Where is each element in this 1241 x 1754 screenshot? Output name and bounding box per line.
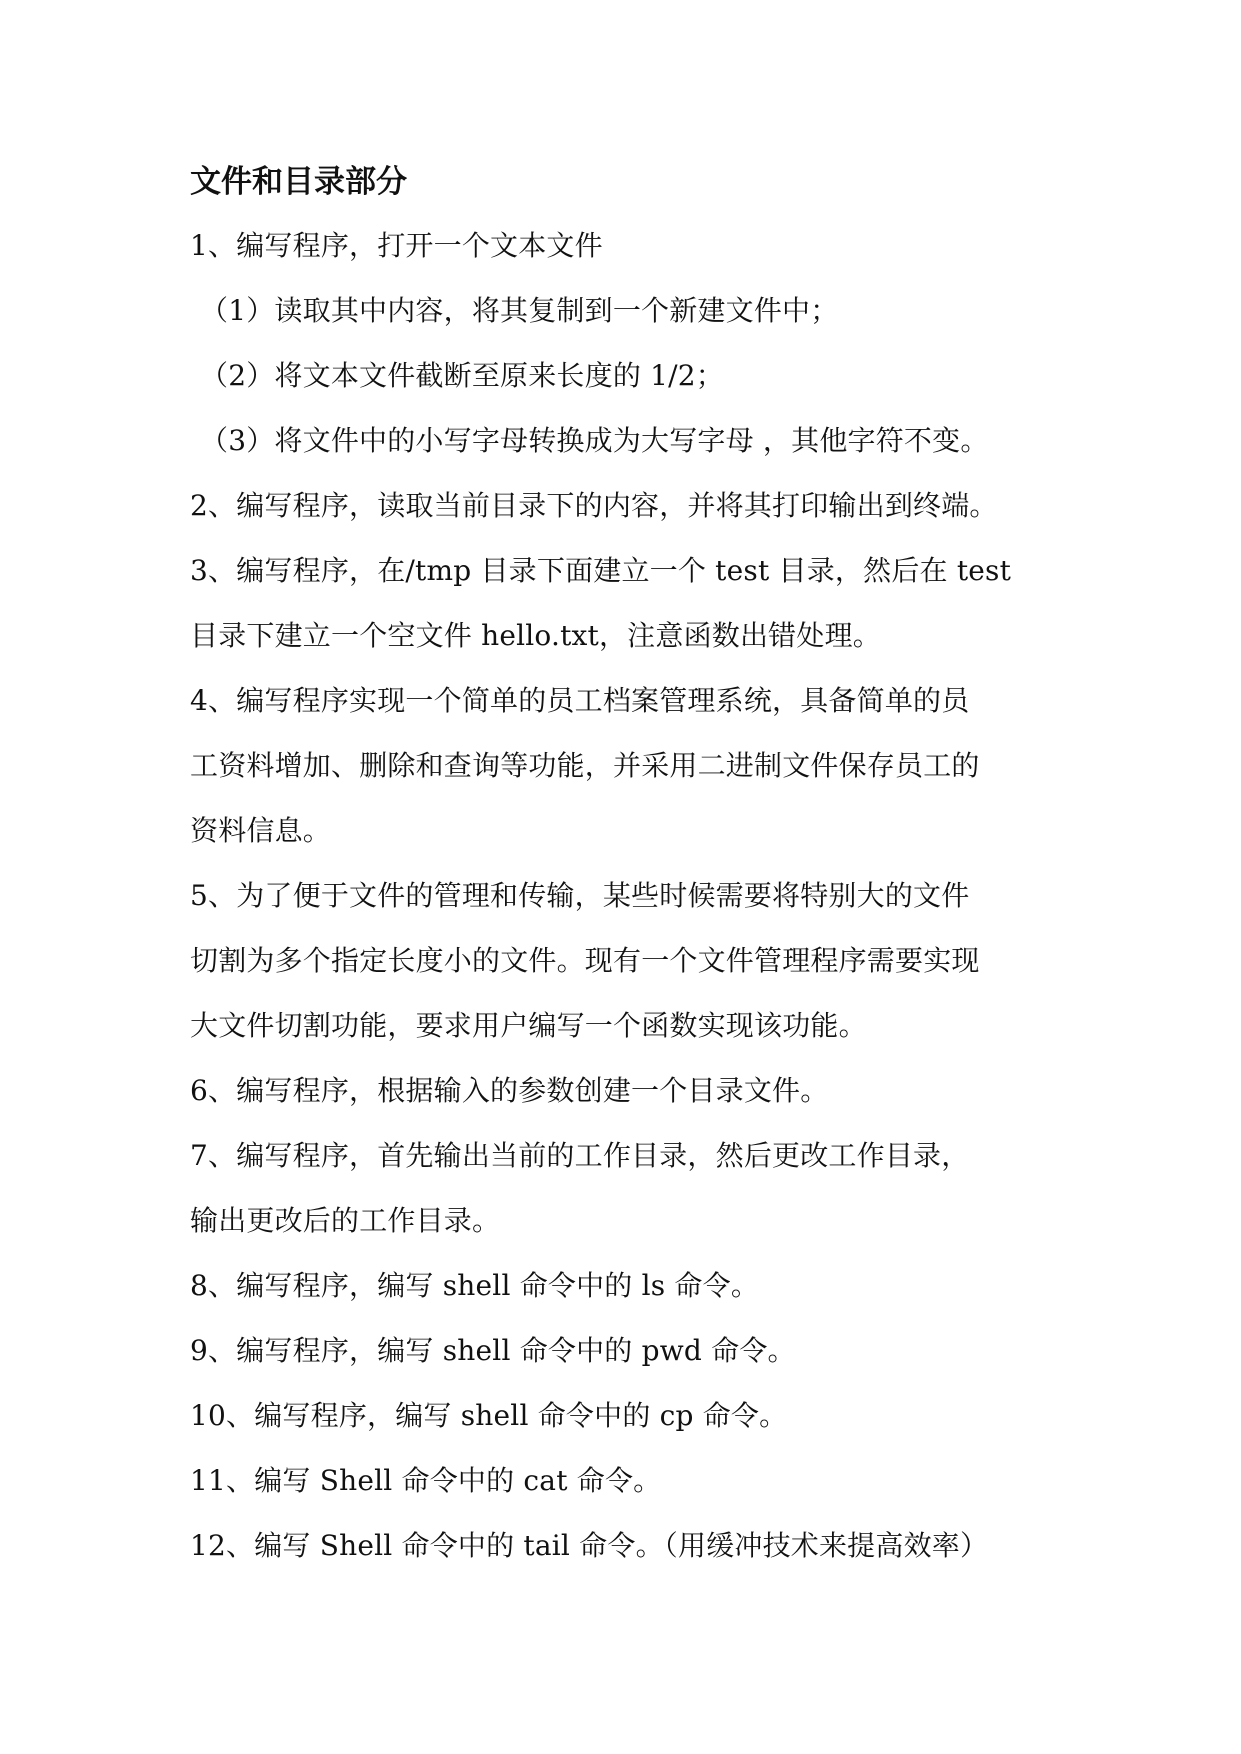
paragraph-line: 3、编写程序，在/tmp 目录下面建立一个 test 目录，然后在 test — [190, 554, 1012, 587]
paragraph-line: 目录下建立一个空文件 hello.txt，注意函数出错处理。 — [190, 619, 881, 652]
document-body — [190, 224, 1070, 1589]
paragraph-line: 7、编写程序，首先输出当前的工作目录，然后更改工作目录， — [190, 1139, 970, 1172]
paragraph-line: 工资料增加、删除和查询等功能，并采用二进制文件保存员工的 — [190, 749, 980, 782]
paragraph-line: 8、编写程序，编写 shell 命令中的 ls 命令。 — [190, 1269, 760, 1302]
document-title: 文件和目录部分 — [190, 164, 407, 200]
paragraph-line: 4、编写程序实现一个简单的员工档案管理系统，具备简单的员 — [190, 684, 970, 717]
paragraph-line: 10、编写程序，编写 shell 命令中的 cp 命令。 — [190, 1399, 788, 1432]
paragraph-line: 输出更改后的工作目录。 — [190, 1204, 501, 1237]
paragraph-line: 9、编写程序，编写 shell 命令中的 pwd 命令。 — [190, 1334, 796, 1367]
paragraph-line: 1、编写程序，打开一个文本文件 — [190, 229, 603, 262]
paragraph-line: （1）读取其中内容，将其复制到一个新建文件中； — [200, 294, 839, 327]
paragraph-line: 11、编写 Shell 命令中的 cat 命令。 — [190, 1464, 662, 1497]
paragraph-line: 切割为多个指定长度小的文件。现有一个文件管理程序需要实现 — [190, 944, 980, 977]
paragraph-line: 资料信息。 — [190, 814, 332, 847]
paragraph-line: 2、编写程序，读取当前目录下的内容，并将其打印输出到终端。 — [190, 489, 998, 522]
paragraph-line: 大文件切割功能，要求用户编写一个函数实现该功能。 — [190, 1009, 867, 1042]
paragraph-line: （2）将文本文件截断至原来长度的 1/2； — [200, 359, 724, 392]
paragraph-line: 6、编写程序，根据输入的参数创建一个目录文件。 — [190, 1074, 829, 1107]
paragraph-line: 5、为了便于文件的管理和传输，某些时候需要将特别大的文件 — [190, 879, 970, 912]
paragraph-line: 12、编写 Shell 命令中的 tail 命令。（用缓冲技术来提高效率） — [190, 1529, 989, 1562]
paragraph-line: （3）将文件中的小写字母转换成为大写字母 ，其他字符不变。 — [200, 424, 989, 457]
